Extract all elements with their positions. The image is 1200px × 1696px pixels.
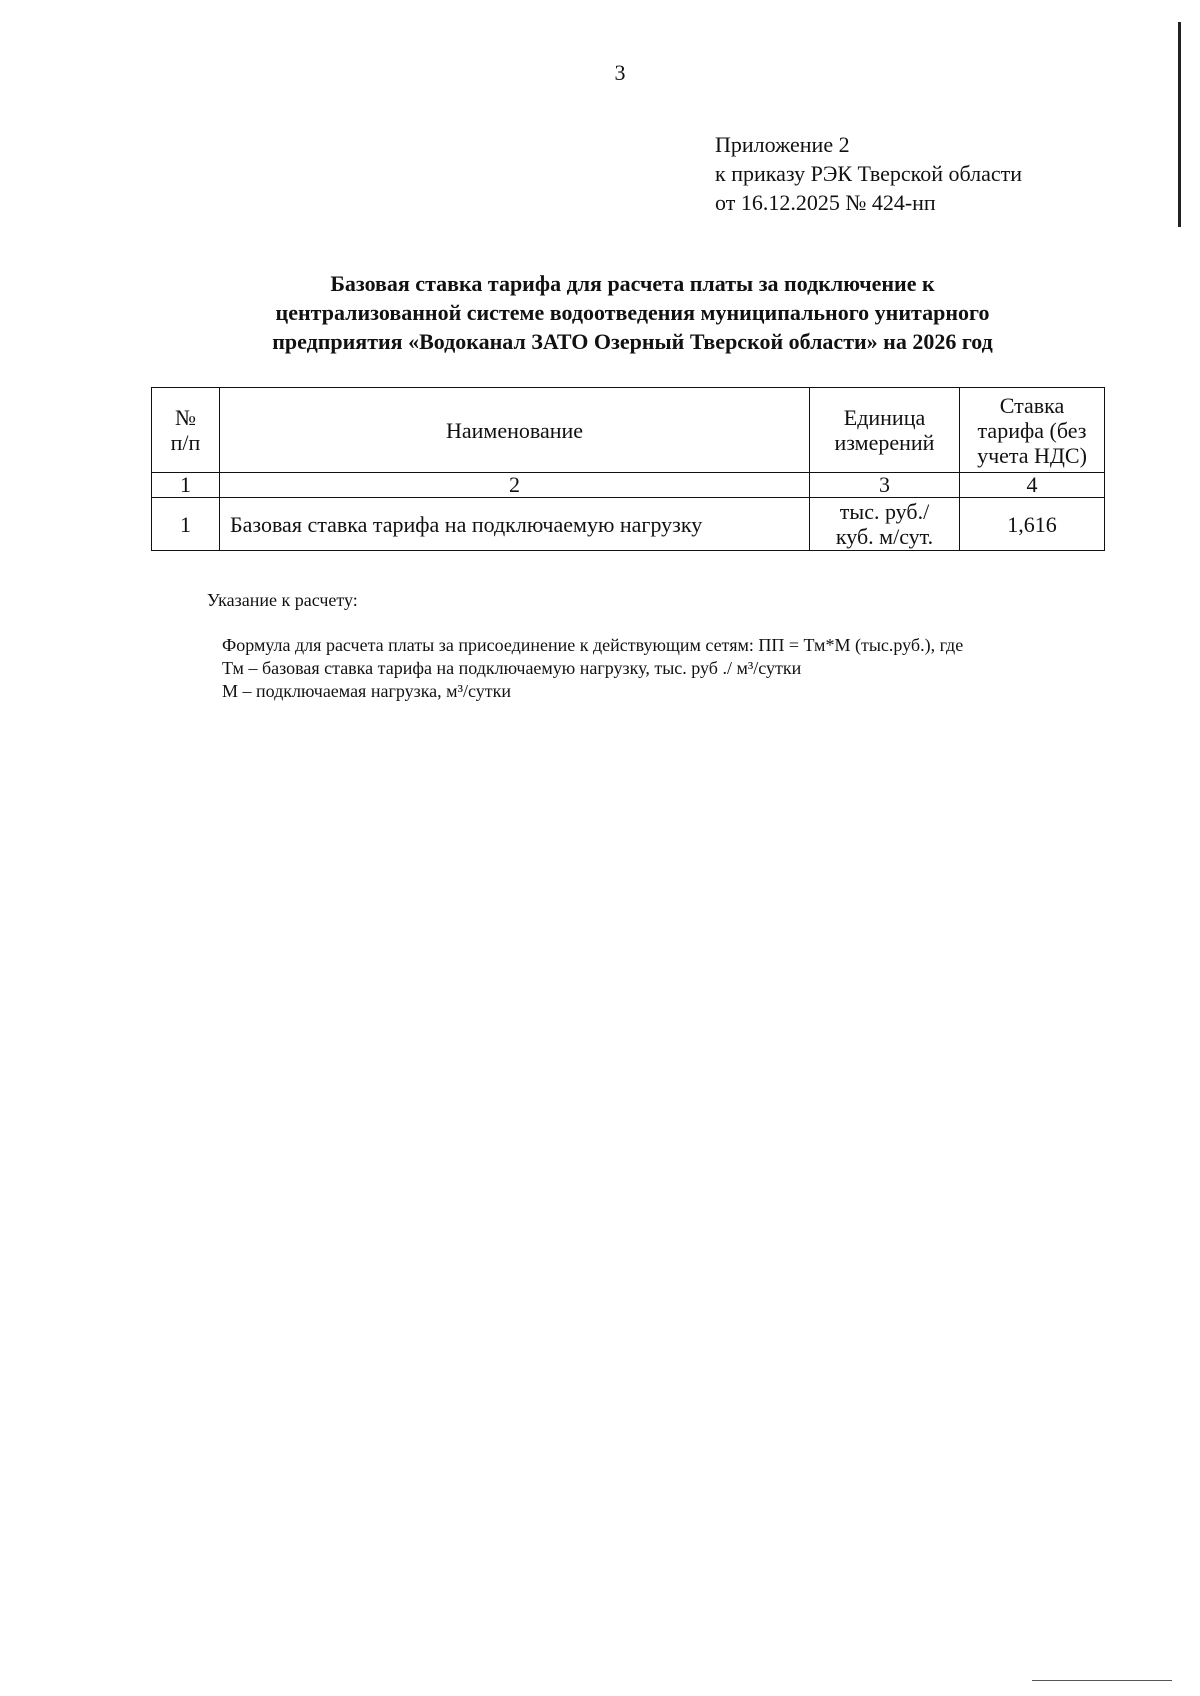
appendix-line: от 16.12.2025 № 424-нп [715,190,936,215]
title-line: предприятия «Водоканал ЗАТО Озерный Тверской области» на 2026 год [272,329,993,354]
calculation-note-heading: Указание к расчету: [207,590,358,610]
row-unit-line: куб. м/сут. [835,524,934,549]
formula-line: Формула для расчета платы за присоединение к действующим сетям: ПП = Тм*М (тыс.руб.), где [222,635,964,655]
appendix-reference [715,130,1022,217]
header-num [152,388,220,473]
header-num-line: № [175,405,196,430]
header-rate-line: Ставка [999,392,1065,418]
document-title [150,269,1115,356]
page-number: 3 [614,60,626,85]
table-header-row [152,388,1105,473]
header-num-line: п/п [170,430,201,455]
title-line: Базовая ставка тарифа для расчета платы за подключение к [330,271,935,296]
column-number-row [152,473,1105,498]
header-unit [810,388,960,473]
column-number: 4 [960,473,1105,498]
header-name: Наименование [220,388,810,473]
header-rate-line: учета НДС) [977,442,1087,468]
formula-block [222,634,963,703]
title-line: централизованной системе водоотведения муниципального унитарного [275,300,990,325]
appendix-line: к приказу РЭК Тверской области [715,161,1023,186]
tariff-table [151,387,1105,551]
formula-line: Тм – базовая ставка тарифа на подключаемую нагрузку, тыс. руб ./ м³/сутки [222,658,802,678]
row-num: 1 [152,498,220,551]
header-rate-line: тарифа (без [977,417,1087,443]
formula-line: М – подключаемая нагрузка, м³/сутки [222,681,511,701]
row-unit-line: тыс. руб./ [839,499,930,524]
row-unit [810,498,960,551]
scan-bottom-line [1032,1680,1172,1681]
table-row [152,498,1105,551]
column-number: 2 [220,473,810,498]
scan-edge-line [1178,22,1181,227]
row-rate: 1,616 [960,498,1105,551]
column-number: 3 [810,473,960,498]
appendix-line: Приложение 2 [715,132,850,157]
header-rate [960,388,1105,473]
row-name: Базовая ставка тарифа на подключаемую нагрузку [220,498,810,551]
column-number: 1 [152,473,220,498]
header-unit-line: измерений [834,430,935,455]
header-unit-line: Единица [843,405,926,430]
